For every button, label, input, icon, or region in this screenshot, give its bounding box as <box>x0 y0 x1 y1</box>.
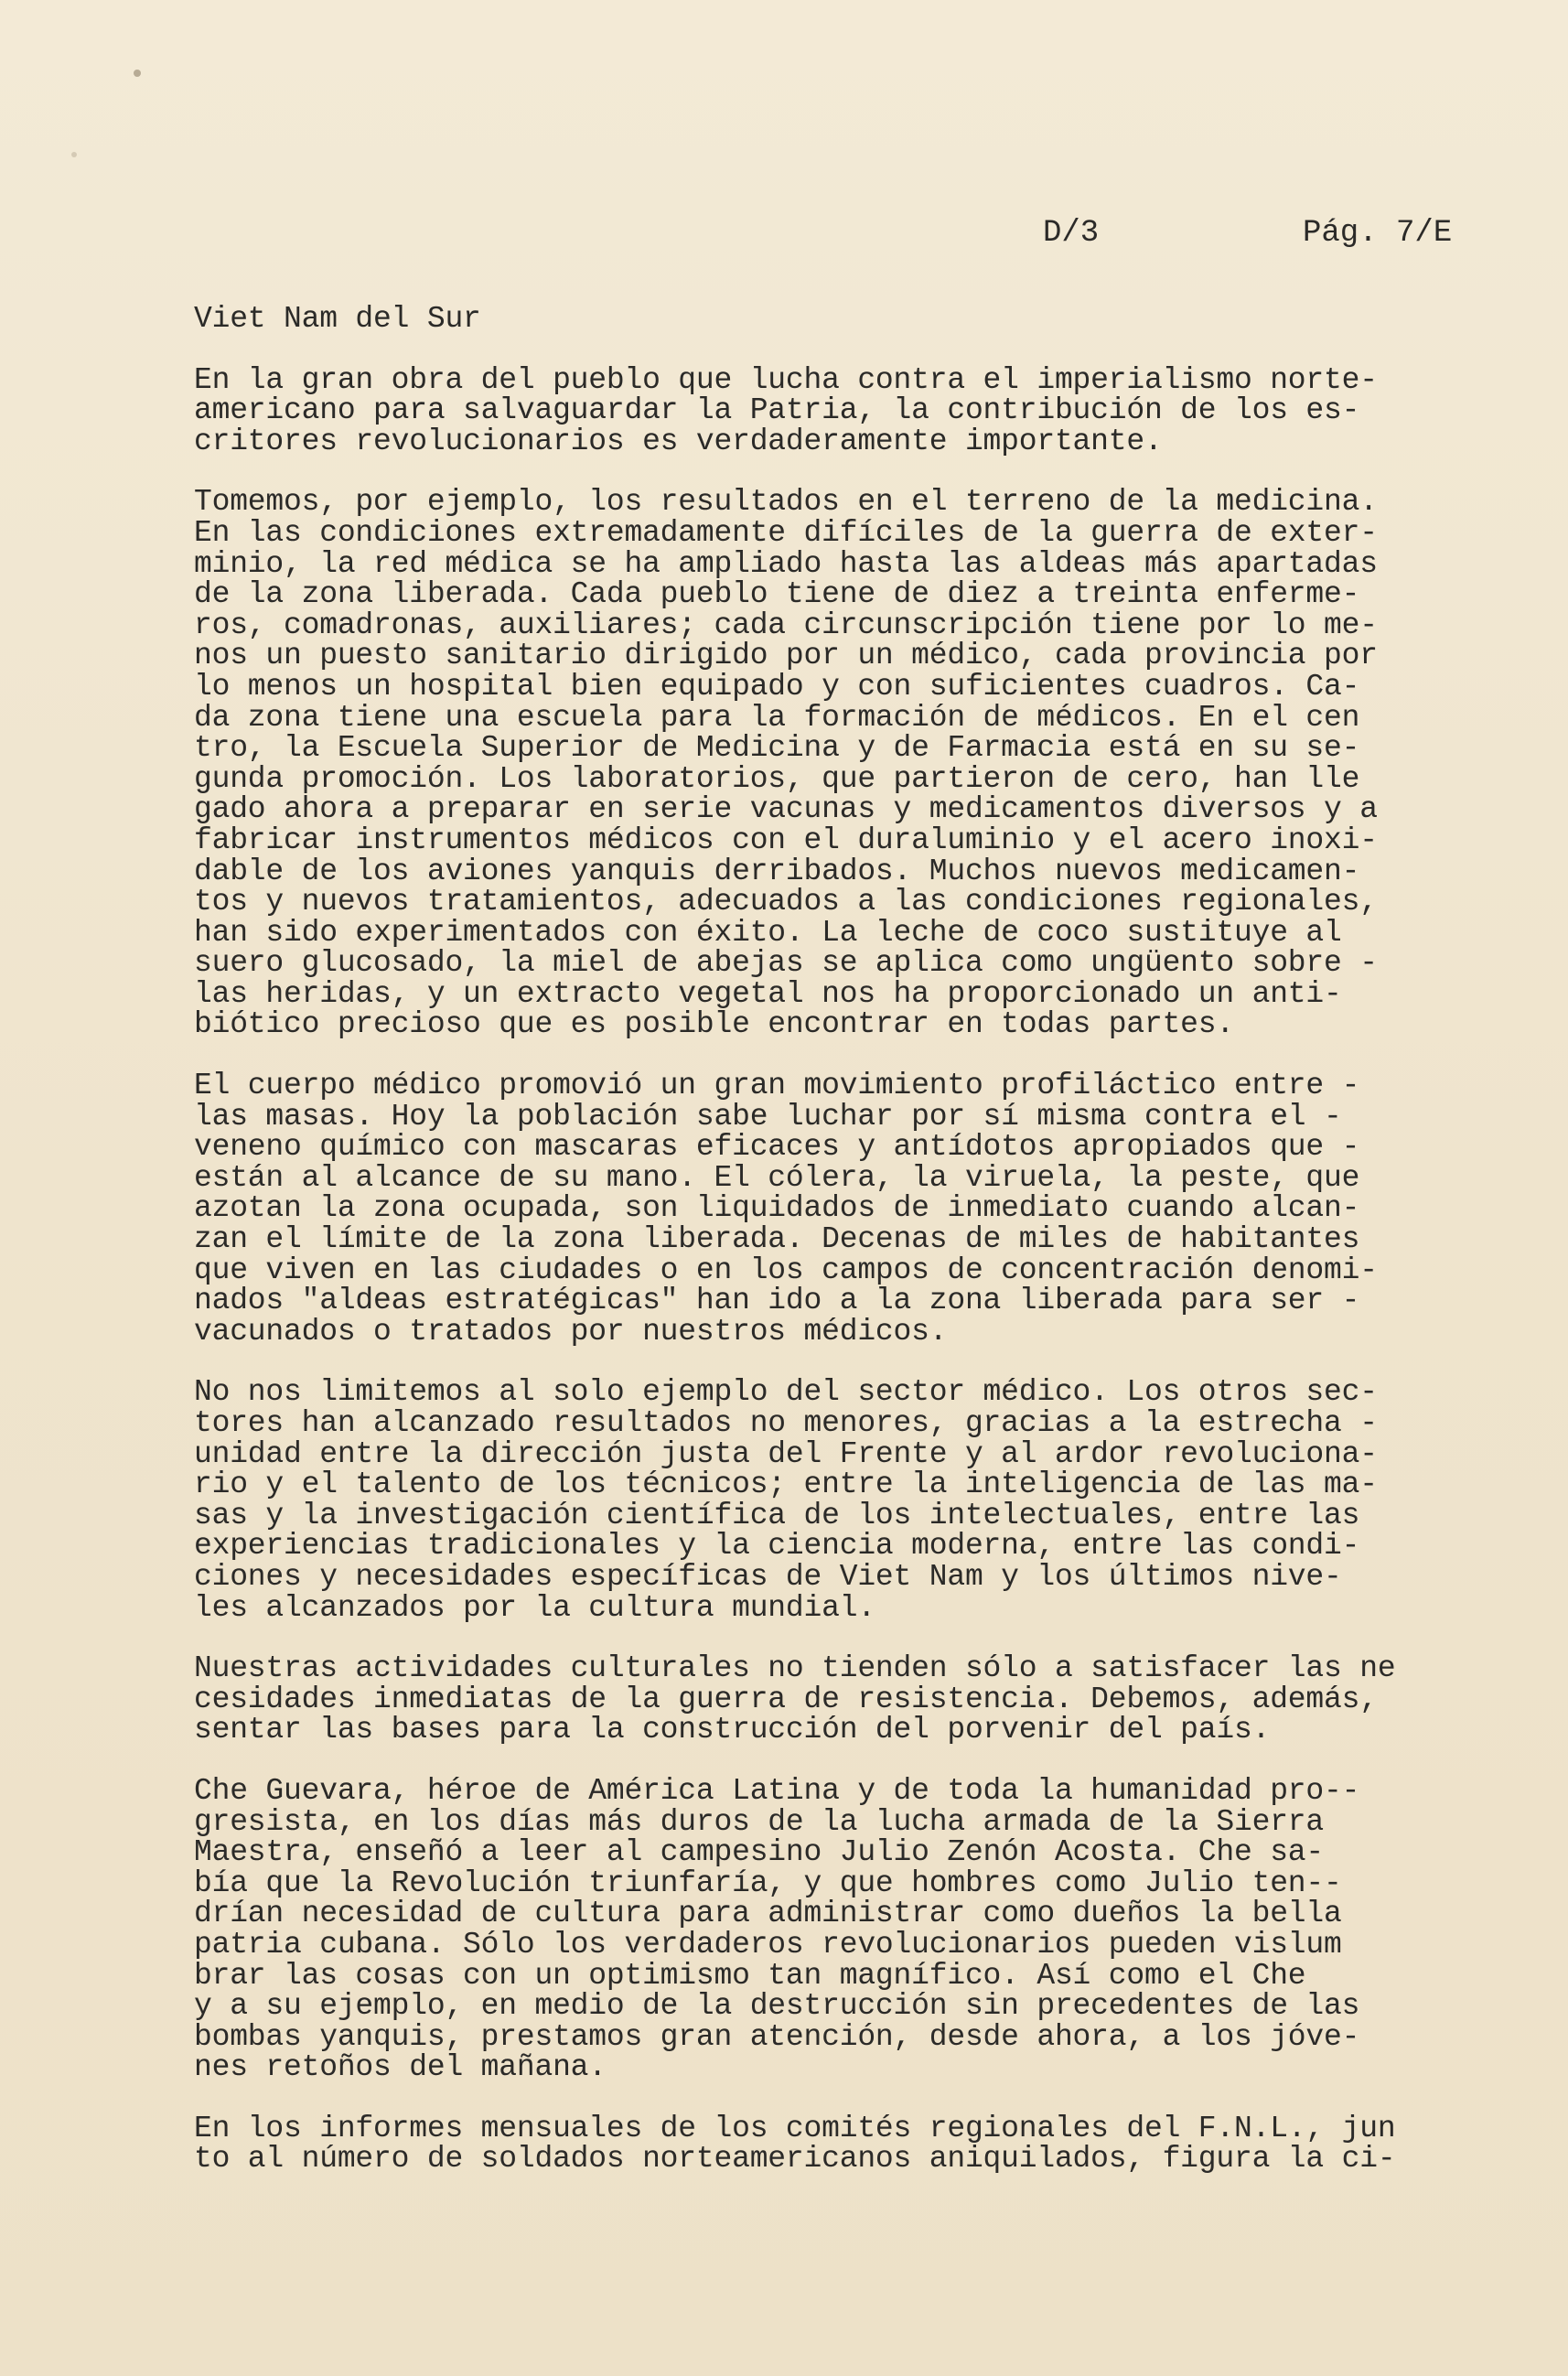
text-line: lo menos un hospital bien equipado y con suficientes cuadros. Ca- <box>194 669 1360 704</box>
document-title: Viet Nam del Sur <box>194 302 481 336</box>
text-line: experiencias tradicionales y la ciencia moderna, entre las condi- <box>194 1529 1360 1564</box>
text-line: de la zona liberada. Cada pueblo tiene de diez a treinta enferme- <box>194 577 1360 612</box>
text-line: critores revolucionarios es verdaderamente importante. <box>194 424 1163 458</box>
text-line: En las condiciones extremadamente difíciles de la guerra de exter- <box>194 515 1378 550</box>
text-line: bombas yanquis, prestamos gran atención, desde ahora, a los jóve- <box>194 2019 1360 2054</box>
paragraph <box>194 1773 1493 2085</box>
text-line: fabricar instrumentos médicos con el duraluminio y el acero inoxi- <box>194 822 1378 857</box>
paragraph <box>194 1070 1493 1347</box>
text-line: Maestra, enseñó a leer al campesino Julio Zenón Acosta. Che sa- <box>194 1835 1325 1870</box>
text-line: patria cubana. Sólo los verdaderos revolucionarios pueden vislum <box>194 1927 1342 1962</box>
paragraph <box>194 487 1493 1040</box>
text-line: El cuerpo médico promovió un gran movimiento profiláctico entre - <box>194 1069 1360 1103</box>
text-line: gado ahora a preparar en serie vacunas y medicamentos diversos y a <box>194 792 1378 827</box>
text-line: brar las cosas con un optimismo tan magnífico. Así como el Che <box>194 1958 1306 1993</box>
text-line: nados "aldeas estratégicas" han ido a la zona liberada para ser - <box>194 1284 1360 1318</box>
text-line: y a su ejemplo, en medio de la destrucción sin precedentes de las <box>194 1989 1360 2024</box>
text-line: les alcanzados por la cultura mundial. <box>194 1590 875 1625</box>
text-line: unidad entre la dirección justa del Frente y al ardor revoluciona- <box>194 1436 1378 1471</box>
text-line: Tomemos, por ejemplo, los resultados en el terreno de la medicina. <box>194 485 1378 520</box>
text-line: dable de los aviones yanquis derribados. Muchos nuevos medicamen- <box>194 854 1360 888</box>
text-line: tro, la Escuela Superior de Medicina y de Farmacia está en su se- <box>194 731 1360 766</box>
text-line: Che Guevara, héroe de América Latina y de toda la humanidad pro-- <box>194 1773 1360 1808</box>
text-line: da zona tiene una escuela para la formación de médicos. En el cen <box>194 700 1360 735</box>
text-line: ciones y necesidades específicas de Viet Nam y los últimos nive- <box>194 1559 1342 1594</box>
document-body <box>194 304 1493 2205</box>
text-line: En la gran obra del pueblo que lucha contra el imperialismo norte- <box>194 362 1378 397</box>
text-line: azotan la zona ocupada, son liquidados de inmediato cuando alcan- <box>194 1191 1360 1226</box>
text-line: ros, comadronas, auxiliares; cada circunscripción tiene por lo me- <box>194 607 1378 642</box>
text-line: americano para salvaguardar la Patria, la contribución de los es- <box>194 393 1360 428</box>
text-line: están al alcance de su mano. El cólera, la viruela, la peste, que <box>194 1160 1360 1195</box>
text-line: bía que la Revolución triunfaría, y que hombres como Julio ten-- <box>194 1865 1342 1900</box>
page-number: Pág. 7/E <box>1303 216 1453 251</box>
paragraph <box>194 2113 1493 2175</box>
text-line: rio y el talento de los técnicos; entre la inteligencia de las ma- <box>194 1468 1378 1502</box>
text-line: veneno químico con mascaras eficaces y antídotos apropiados que - <box>194 1130 1360 1165</box>
text-line: que viven en las ciudades o en los campos de concentración denomi- <box>194 1253 1378 1287</box>
paragraph <box>194 362 1493 458</box>
text-line: No nos limitemos al solo ejemplo del sector médico. Los otros sec- <box>194 1375 1378 1410</box>
text-line: zan el límite de la zona liberada. Decenas de miles de habitantes <box>194 1222 1360 1257</box>
text-line: tores han alcanzado resultados no menores, gracias a la estrecha - <box>194 1406 1378 1440</box>
text-line: nos un puesto sanitario dirigido por un médico, cada provincia por <box>194 639 1378 673</box>
text-line: las masas. Hoy la población sabe luchar por sí misma contra el - <box>194 1099 1342 1134</box>
paper-spot <box>71 152 77 157</box>
text-line: vacunados o tratados por nuestros médicos. <box>194 1314 948 1349</box>
text-line: Nuestras actividades culturales no tienden sólo a satisfacer las ne <box>194 1651 1396 1686</box>
paragraph <box>194 1653 1493 1746</box>
text-line: En los informes mensuales de los comités regionales del F.N.L., jun <box>194 2111 1396 2145</box>
document-code: D/3 <box>1043 216 1100 251</box>
text-line: drían necesidad de cultura para administrar como dueños la bella <box>194 1897 1342 1931</box>
text-line: suero glucosado, la miel de abejas se aplica como ungüento sobre - <box>194 946 1378 981</box>
text-line: cesidades inmediatas de la guerra de resistencia. Debemos, además, <box>194 1682 1378 1716</box>
paper-spot <box>134 70 141 77</box>
text-line: las heridas, y un extracto vegetal nos ha proporcionado un anti- <box>194 976 1342 1011</box>
text-line: sas y la investigación científica de los intelectuales, entre las <box>194 1498 1360 1532</box>
text-line: gresista, en los días más duros de la lucha armada de la Sierra <box>194 1804 1325 1839</box>
text-line: sentar las bases para la construcción del porvenir del país. <box>194 1713 1271 1747</box>
text-line: nes retoños del mañana. <box>194 2050 607 2085</box>
text-line: to al número de soldados norteamericanos aniquilados, figura la ci- <box>194 2142 1396 2177</box>
text-line: han sido experimentados con éxito. La leche de coco sustituye al <box>194 915 1342 950</box>
text-line: tos y nuevos tratamientos, adecuados a las condiciones regionales, <box>194 885 1378 919</box>
text-line: minio, la red médica se ha ampliado hasta las aldeas más apartadas <box>194 546 1378 581</box>
paragraph <box>194 1377 1493 1623</box>
text-line: biótico precioso que es posible encontrar en todas partes. <box>194 1007 1234 1042</box>
text-line: gunda promoción. Los laboratorios, que partieron de cero, han lle <box>194 761 1360 796</box>
page-header <box>1043 212 1482 258</box>
